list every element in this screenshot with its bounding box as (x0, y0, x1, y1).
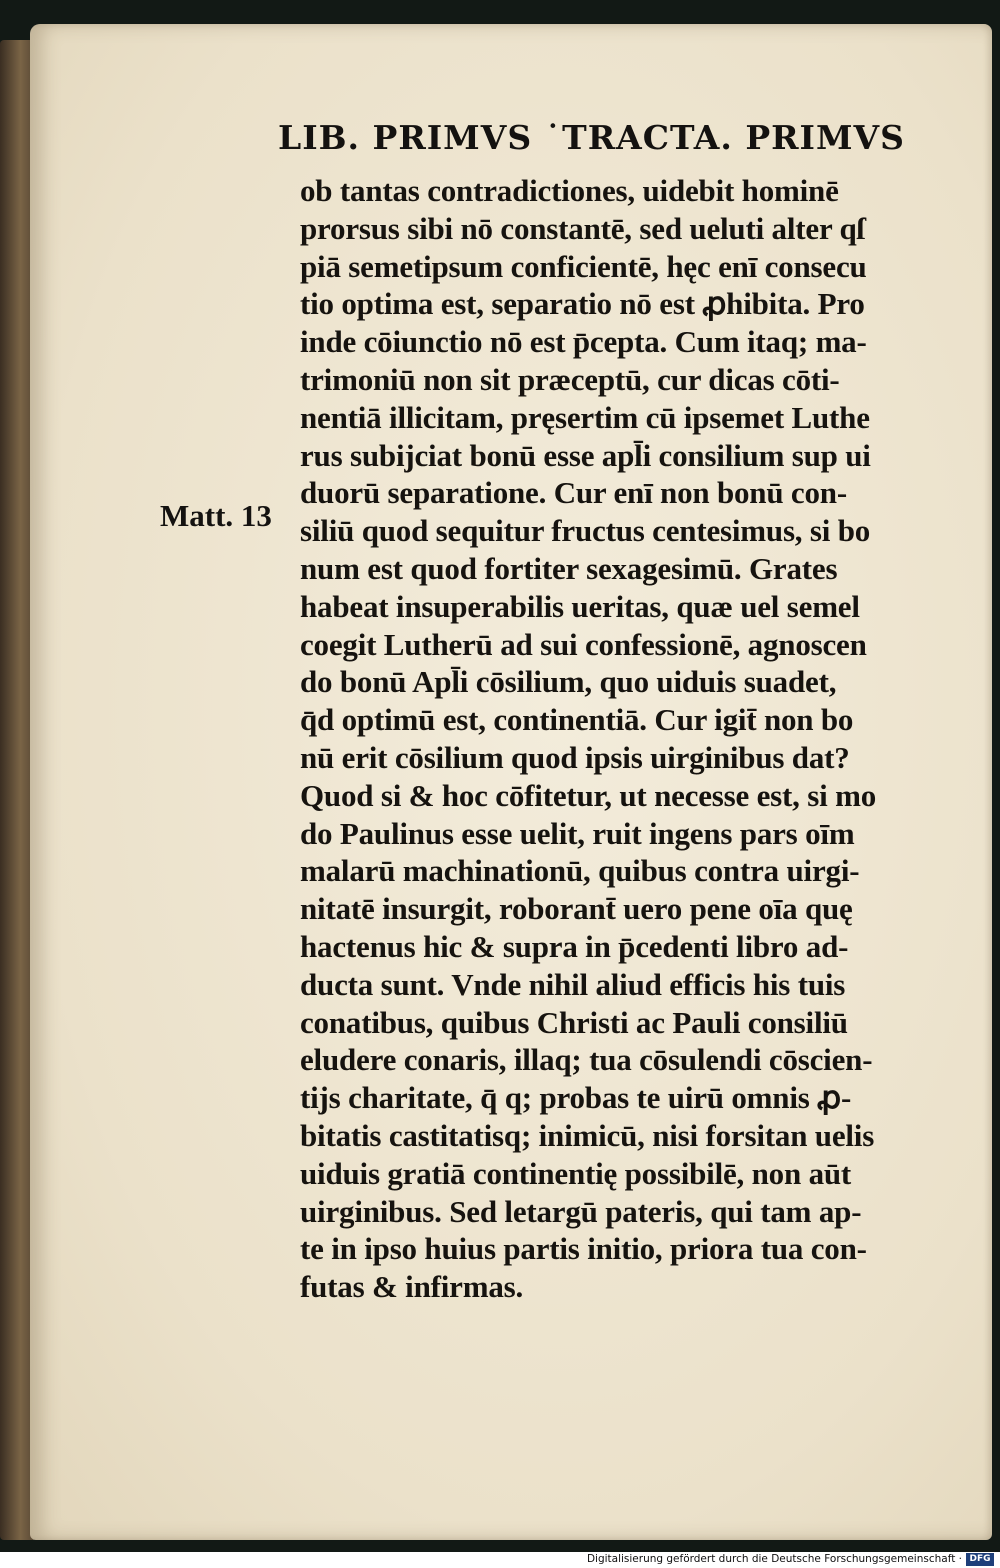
text-line: do Paulinus esse uelit, ruit ingens pars oīm (300, 815, 855, 851)
text-line: trimoniū non sit præceptū, cur dicas cōti- (300, 361, 840, 397)
text-line: futas & infirmas. (300, 1269, 524, 1305)
text-line: uiduis gratiā continentię possibilē, non aūt (300, 1155, 852, 1191)
text-line: inde cōiunctio nō est p̄cepta. Cum itaq; ma- (300, 324, 867, 360)
text-line: coegit Lutherū ad sui confessionē, agnoscen (300, 626, 867, 662)
text-line: piā semetipsum conficientē, hęc enī consecu (300, 248, 867, 284)
text-line: nentiā illicitam, pręsertim cū ipsemet Luthe (300, 399, 870, 435)
text-line: q̄d optimū est, continentiā. Cur igit̄ non bo (300, 702, 854, 738)
text-line: conatibus, quibus Christi ac Pauli consiliū (300, 1004, 848, 1040)
text-line: habeat insuperabilis ueritas, quæ uel semel (300, 588, 860, 624)
text-line: uirginibus. Sed letargū pateris, qui tam ap- (300, 1193, 862, 1229)
text-line: rus subijciat bonū esse apl̄i consilium sup ui (300, 437, 871, 473)
text-line: siliū quod sequitur fructus centesimus, si bo (300, 513, 871, 549)
text-block (300, 172, 940, 1306)
text-line: Quod si & hoc cōfitetur, ut necesse est, si mo (300, 777, 877, 813)
text-line: num est quod fortiter sexagesimū. Grates (300, 550, 838, 586)
text-line: bitatis castitatisq; inimicū, nisi forsitan uelis (300, 1117, 875, 1153)
text-line: eludere conaris, illaq; tua cōsulendi cōscien- (300, 1042, 873, 1078)
running-head: LIB. PRIMVS ˙TRACTA. PRIMVS (278, 118, 905, 157)
text-line: duorū separatione. Cur enī non bonū con- (300, 475, 847, 511)
text-line: te in ipso huius partis initio, priora tua con- (300, 1231, 867, 1267)
text-line: tio optima est, separatio nō est ꝓhibita. Pro (300, 286, 865, 322)
text-line: tijs charitate, q̄ q; probas te uirū omnis ꝓ- (300, 1080, 852, 1116)
text-line: nū erit cōsilium quod ipsis uirginibus dat? (300, 739, 850, 775)
book-edge (0, 40, 34, 1540)
text-line: malarū machinationū, quibus contra uirgi- (300, 853, 860, 889)
dfg-logo: DFG (966, 1553, 994, 1566)
text-line: prorsus sibi nō constantē, sed ueluti alter qſ (300, 210, 865, 246)
funding-credit: Digitalisierung gefördert durch die Deutsche Forschungsgemeinschaft · (586, 1553, 962, 1565)
text-line: hactenus hic & supra in p̄cedenti libro ad- (300, 928, 849, 964)
text-line: nitatē insurgit, roborant̄ uero pene oīa quę (300, 891, 853, 927)
text-line: do bonū Apl̄i cōsilium, quo uiduis suadet, (300, 664, 837, 700)
text-line: ob tantas contradictiones, uidebit hominē (300, 173, 839, 208)
text-line: ducta sunt. Vnde nihil aliud efficis his tuis (300, 966, 846, 1002)
margin-note: Matt. 13 (160, 498, 272, 533)
